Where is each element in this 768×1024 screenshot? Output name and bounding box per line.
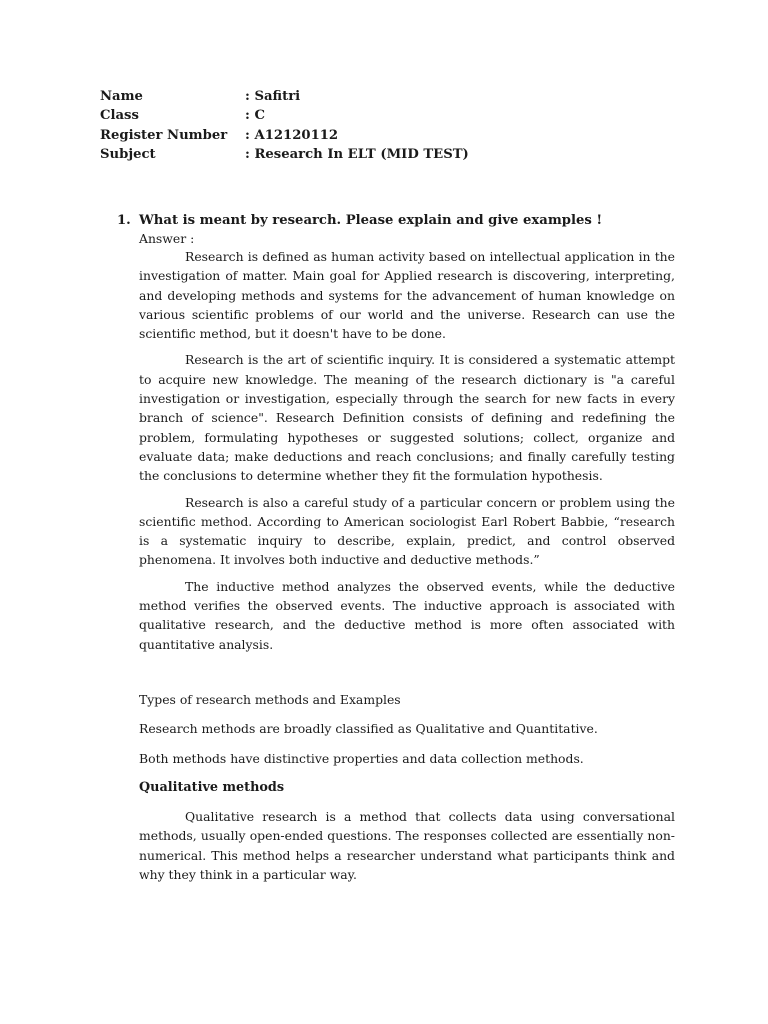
student-info-table bbox=[100, 87, 469, 164]
types-intro: Types of research methods and Examples bbox=[139, 691, 401, 707]
answer-label: Answer : bbox=[139, 231, 195, 246]
info-row-subject bbox=[100, 145, 469, 164]
answer-paragraph-1: Research is defined as human activity based on intellectual application in the investigation of matter. Main goal for Applied research is discovering, interpreting, and developing methods and systems for the advancement of human knowledge on various scientific problems of our world and the universe. Research can use the scientific method, but it doesn't have to be done. bbox=[139, 249, 675, 342]
info-label: Name bbox=[100, 89, 143, 104]
info-value: : Research In ELT (MID TEST) bbox=[245, 146, 469, 162]
info-value: : A12120112 bbox=[245, 127, 339, 143]
question-number: 1. bbox=[117, 213, 131, 228]
answer-body bbox=[139, 230, 675, 884]
info-value: : Safitri bbox=[245, 89, 301, 104]
qualitative-paragraph: Qualitative research is a method that collects data using conversational methods, usually open-ended questions. The responses collected are essentially non-numerical. This method helps a researcher understand what participants think and why they think in a particular way. bbox=[139, 809, 675, 883]
info-row-class bbox=[100, 106, 469, 125]
answer-paragraph-2: Research is the art of scientific inquiry. It is considered a systematic attempt to acquire new knowledge. The meaning of the research dictionary is "a careful investigation or investigation, especially through the search for new facts in every branch of science". Research Definition consists of defining and redefining the problem, formulating hypotheses or suggested solutions; collect, organize and evaluate data; make deductions and reach conclusions; and finally carefully testing the conclusions to determine whether they fit the formulation hypothesis. bbox=[139, 352, 675, 484]
distinctive-sentence: Both methods have distinctive properties and data collection methods. bbox=[139, 750, 584, 766]
question-text: What is meant by research. Please explain and give examples ! bbox=[139, 213, 603, 228]
qualitative-heading: Qualitative methods bbox=[139, 779, 285, 795]
info-label: Subject bbox=[100, 146, 156, 162]
info-label: Register Number bbox=[100, 127, 228, 143]
classified-sentence: Research methods are broadly classified as Qualitative and Quantitative. bbox=[139, 721, 598, 737]
answer-paragraph-3: Research is also a careful study of a particular concern or problem using the scientific method. According to American sociologist Earl Robert Babbie, “research is a systematic inquiry to describe, explain, predict, and control observed phenomena. It involves both inductive and deductive methods.” bbox=[139, 494, 675, 568]
info-row-name bbox=[100, 87, 469, 106]
info-value: : C bbox=[245, 108, 265, 124]
info-row-register-number bbox=[100, 126, 469, 145]
info-label: Class bbox=[100, 108, 139, 124]
answer-paragraph-4: The inductive method analyzes the observed events, while the deductive method verifies the observed events. The inductive approach is associated with qualitative research, and the deductive method is more often associated with quantitative analysis. bbox=[139, 578, 675, 652]
question-1 bbox=[117, 211, 602, 230]
